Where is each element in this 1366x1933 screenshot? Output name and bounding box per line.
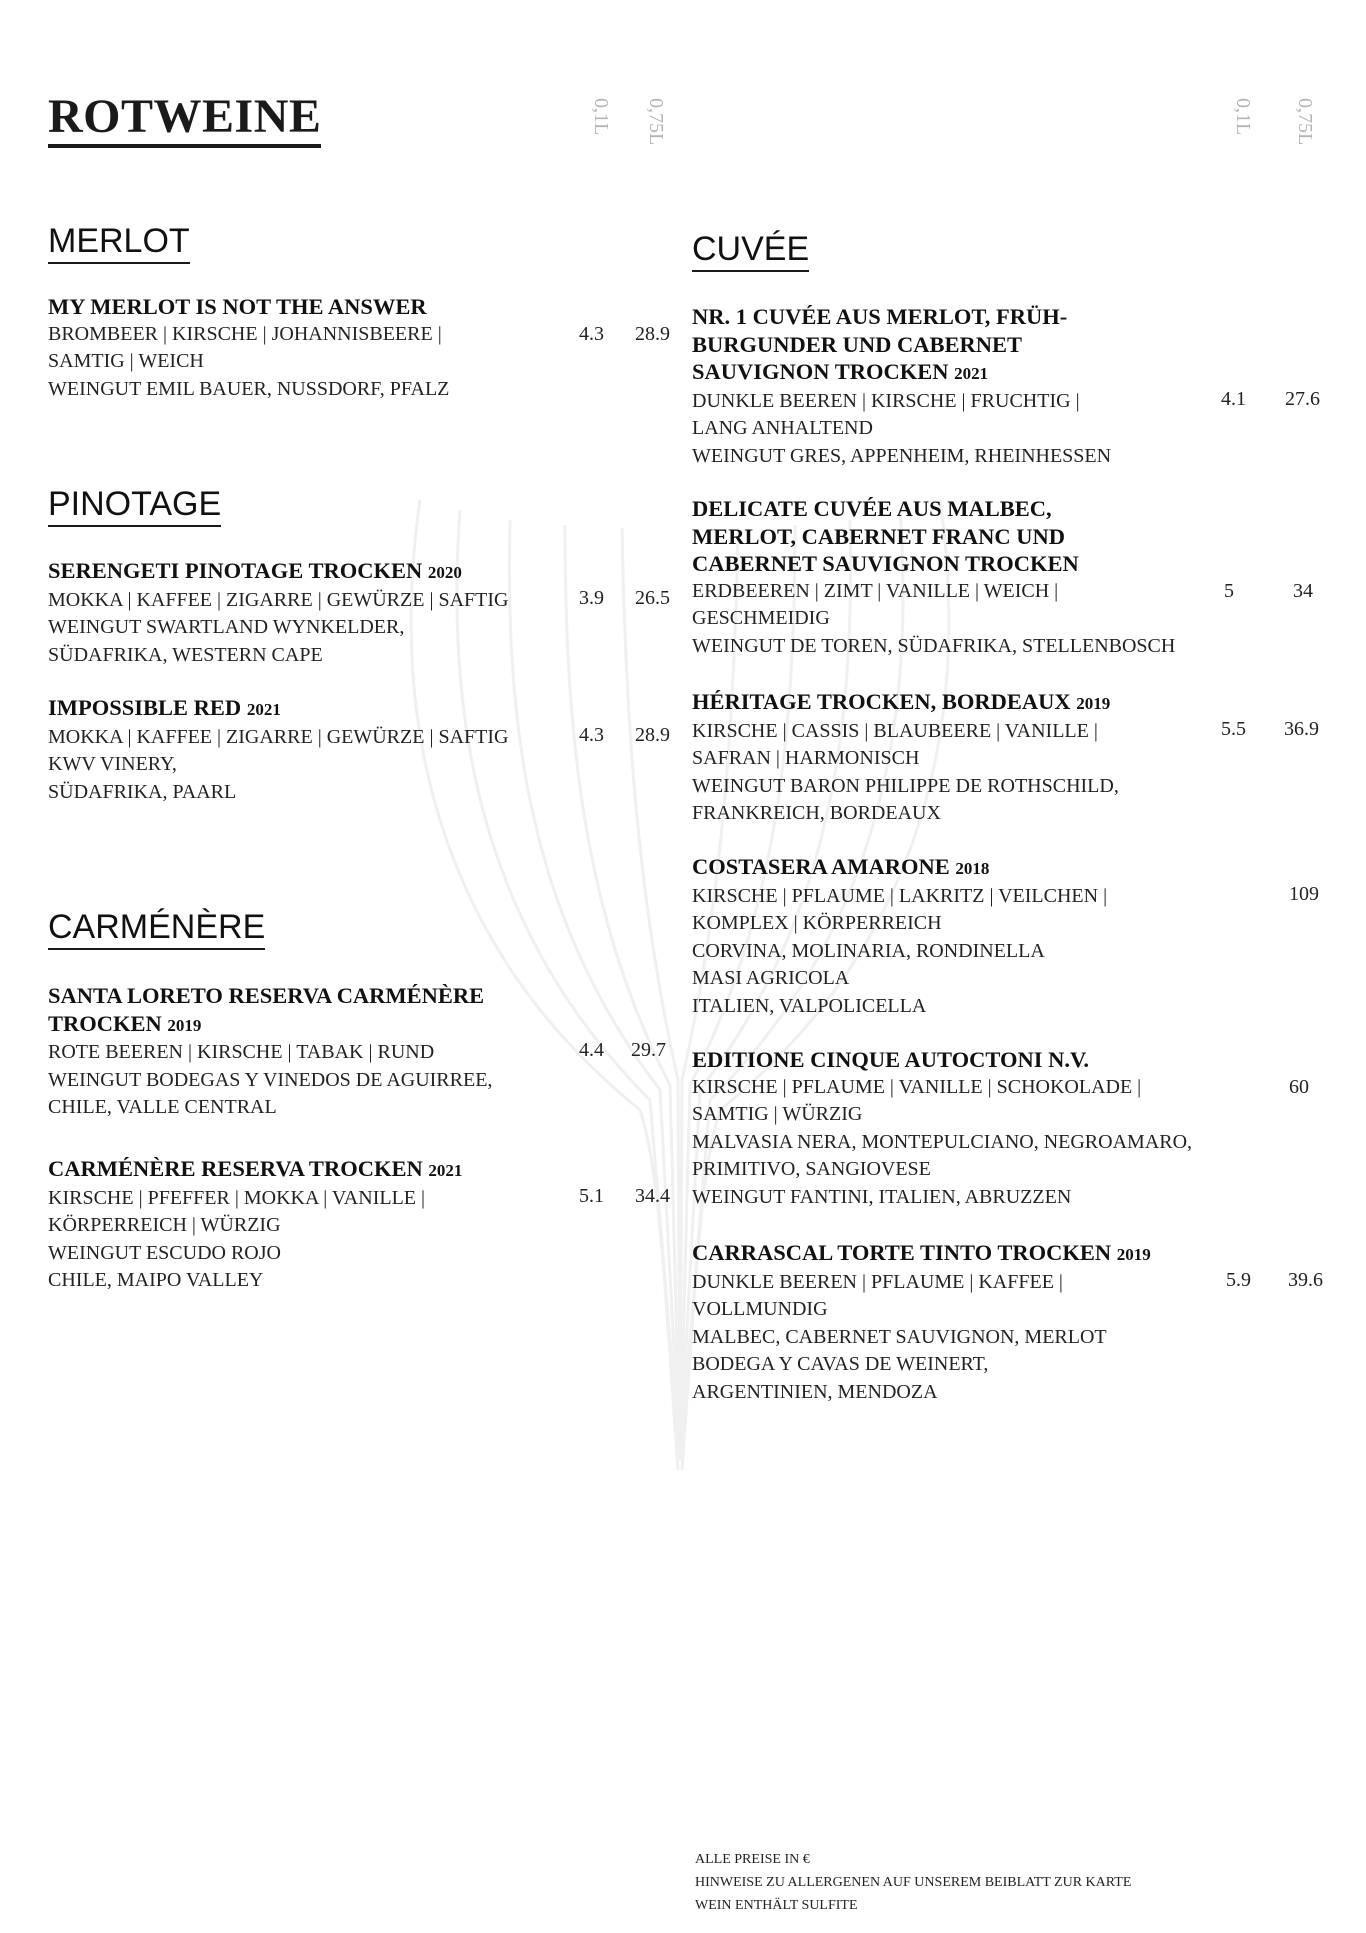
wine-grapes: MALVASIA NERA, MONTEPULCIANO, NEGROAMARO,	[692, 1130, 1193, 1153]
wine-entry	[48, 694, 508, 806]
wine-entry	[692, 688, 1119, 828]
price-bottle: 26.5	[635, 587, 670, 609]
price-bottle: 29.7	[631, 1039, 666, 1061]
footer-notes	[695, 1848, 1131, 1917]
section-title-merlot: MERLOT	[48, 222, 190, 264]
price-bottle: 27.6	[1285, 388, 1320, 410]
section-title-cuvee: CUVÉE	[692, 230, 809, 272]
wine-producer: BODEGA Y CAVAS DE WEINERT,	[692, 1353, 989, 1375]
wine-entry	[692, 1239, 1151, 1406]
page-title: ROTWEINE	[48, 92, 321, 148]
price-bottle: 34	[1293, 580, 1313, 602]
column-header-bottle: 0,75L	[1294, 98, 1316, 146]
footer-line: HINWEISE ZU ALLERGENEN AUF UNSEREM BEIBLATT ZUR KARTE	[695, 1875, 1132, 1890]
wine-entry	[692, 1046, 1192, 1211]
wine-tasting-notes: SAMTIG | WÜRZIG	[692, 1103, 863, 1125]
wine-producer: WEINGUT ESCUDO ROJO	[48, 1241, 281, 1264]
footer-line: ALLE PREISE IN €	[695, 1852, 810, 1867]
wine-entry	[692, 303, 1111, 470]
wine-vintage: 2020	[427, 563, 462, 582]
wine-origin: CHILE, VALLE CENTRAL	[48, 1096, 277, 1118]
wine-name: SANTA LORETO RESERVA CARMÉNÈRE TROCKEN 2019	[48, 983, 485, 1036]
wine-name: IMPOSSIBLE RED 2021	[48, 695, 281, 720]
wine-producer: WEINGUT DE TOREN, SÜDAFRIKA, STELLENBOSCH	[692, 634, 1176, 657]
wine-entry	[692, 853, 1107, 1020]
wine-vintage: 2021	[428, 1161, 463, 1180]
price-bottle: 109	[1289, 883, 1319, 905]
price-glass: 4.3	[579, 323, 604, 345]
wine-grapes: CORVINA, MOLINARIA, RONDINELLA	[692, 939, 1045, 962]
wine-name: DELICATE CUVÉE AUS MALBEC, MERLOT, CABERNET FRANC UND CABERNET SAUVIGNON TROCKEN	[692, 496, 1079, 576]
wine-origin: SÜDAFRIKA, PAARL	[48, 780, 237, 803]
wine-producer: WEINGUT BODEGAS Y VINEDOS DE AGUIRREE,	[48, 1068, 493, 1091]
price-bottle: 28.9	[635, 724, 670, 746]
wine-tasting-notes: KIRSCHE | PFLAUME | VANILLE | SCHOKOLADE |	[692, 1075, 1142, 1098]
wine-origin: FRANKREICH, BORDEAUX	[692, 802, 941, 824]
wine-producer: MASI AGRICOLA	[692, 967, 850, 989]
wine-entry	[692, 495, 1175, 660]
wine-name: NR. 1 CUVÉE AUS MERLOT, FRÜH- BURGUNDER UND CABERNET SAUVIGNON TROCKEN 2021	[692, 304, 1068, 384]
wine-producer: WEINGUT EMIL BAUER, NUSSDORF, PFALZ	[48, 377, 450, 400]
wine-entry	[48, 557, 508, 669]
price-bottle: 34.4	[635, 1185, 670, 1207]
wine-origin: ARGENTINIEN, MENDOZA	[692, 1380, 938, 1403]
wine-name: CARMÉNÈRE RESERVA TROCKEN 2021	[48, 1156, 463, 1181]
wine-tasting-notes: DUNKLE BEEREN | KIRSCHE | FRUCHTIG |	[692, 389, 1080, 412]
wine-producer: WEINGUT BARON PHILIPPE DE ROTHSCHILD,	[692, 774, 1119, 797]
wine-tasting-notes: KIRSCHE | CASSIS | BLAUBEERE | VANILLE |	[692, 719, 1098, 742]
column-header-glass: 0,1L	[590, 98, 612, 136]
section-title-pinotage: PINOTAGE	[48, 485, 221, 527]
wine-tasting-notes: SAFRAN | HARMONISCH	[692, 747, 920, 769]
wine-name: EDITIONE CINQUE AUTOCTONI N.V.	[692, 1047, 1089, 1072]
wine-producer: WEINGUT SWARTLAND WYNKELDER,	[48, 616, 405, 638]
wine-tasting-notes: LANG ANHALTEND	[692, 417, 873, 439]
column-header-bottle: 0,75L	[645, 98, 667, 146]
wine-tasting-notes: GESCHMEIDIG	[692, 607, 830, 629]
section-title-carmenere: CARMÉNÈRE	[48, 908, 265, 950]
price-glass: 5.1	[579, 1185, 604, 1207]
wine-name: COSTASERA AMARONE 2018	[692, 854, 990, 879]
price-glass: 5	[1224, 580, 1234, 602]
wine-tasting-notes: ERDBEEREN | ZIMT | VANILLE | WEICH |	[692, 579, 1059, 602]
wine-grapes: PRIMITIVO, SANGIOVESE	[692, 1158, 931, 1180]
wine-entry	[48, 982, 492, 1122]
price-bottle: 39.6	[1288, 1269, 1323, 1291]
price-bottle: 36.9	[1284, 718, 1319, 740]
wine-name: MY MERLOT IS NOT THE ANSWER	[48, 294, 427, 319]
wine-tasting-notes: SAMTIG | WEICH	[48, 350, 204, 372]
price-bottle: 28.9	[635, 323, 670, 345]
price-glass: 5.5	[1221, 718, 1246, 740]
wine-tasting-notes: BROMBEER | KIRSCHE | JOHANNISBEERE |	[48, 322, 442, 345]
price-glass: 4.3	[579, 724, 604, 746]
wine-vintage: 2021	[246, 700, 281, 719]
price-glass: 3.9	[579, 587, 604, 609]
wine-vintage: 2018	[955, 859, 990, 878]
wine-vintage: 2019	[1076, 694, 1111, 713]
wine-tasting-notes: VOLLMUNDIG	[692, 1298, 828, 1320]
wine-origin: ITALIEN, VALPOLICELLA	[692, 994, 927, 1017]
wine-origin: CHILE, MAIPO VALLEY	[48, 1269, 264, 1291]
wine-tasting-notes: MOKKA | KAFFEE | ZIGARRE | GEWÜRZE | SAFTIG	[48, 588, 509, 611]
wine-name: CARRASCAL TORTE TINTO TROCKEN 2019	[692, 1240, 1151, 1265]
wine-name: SERENGETI PINOTAGE TROCKEN 2020	[48, 558, 462, 583]
wine-tasting-notes: KIRSCHE | PFEFFER | MOKKA | VANILLE |	[48, 1186, 426, 1209]
wine-vintage: 2019	[1116, 1245, 1151, 1264]
wine-tasting-notes: ROTE BEEREN | KIRSCHE | TABAK | RUND	[48, 1041, 435, 1063]
wine-tasting-notes: DUNKLE BEEREN | PFLAUME | KAFFEE |	[692, 1270, 1063, 1293]
price-glass: 4.4	[579, 1039, 604, 1061]
wine-tasting-notes: MOKKA | KAFFEE | ZIGARRE | GEWÜRZE | SAFTIG	[48, 725, 509, 748]
wine-tasting-notes: KÖRPERREICH | WÜRZIG	[48, 1214, 281, 1236]
wine-entry	[48, 293, 449, 403]
price-glass: 4.1	[1221, 388, 1246, 410]
wine-producer: KWV VINERY,	[48, 753, 177, 775]
wine-grapes: MALBEC, CABERNET SAUVIGNON, MERLOT	[692, 1325, 1107, 1348]
wine-entry	[48, 1155, 462, 1295]
price-glass: 5.9	[1226, 1269, 1251, 1291]
wine-tasting-notes: KIRSCHE | PFLAUME | LAKRITZ | VEILCHEN |	[692, 884, 1108, 907]
wine-vintage: 2021	[954, 364, 989, 383]
footer-line: WEIN ENTHÄLT SULFITE	[695, 1898, 858, 1913]
wine-producer: WEINGUT FANTINI, ITALIEN, ABRUZZEN	[692, 1185, 1072, 1208]
column-header-glass: 0,1L	[1232, 98, 1254, 136]
wine-origin: SÜDAFRIKA, WESTERN CAPE	[48, 643, 323, 666]
wine-name: HÉRITAGE TROCKEN, BORDEAUX 2019	[692, 689, 1111, 714]
price-bottle: 60	[1289, 1076, 1309, 1098]
wine-producer: WEINGUT GRES, APPENHEIM, RHEINHESSEN	[692, 444, 1112, 467]
wine-tasting-notes: KOMPLEX | KÖRPERREICH	[692, 912, 942, 934]
wine-vintage: 2019	[167, 1015, 202, 1035]
